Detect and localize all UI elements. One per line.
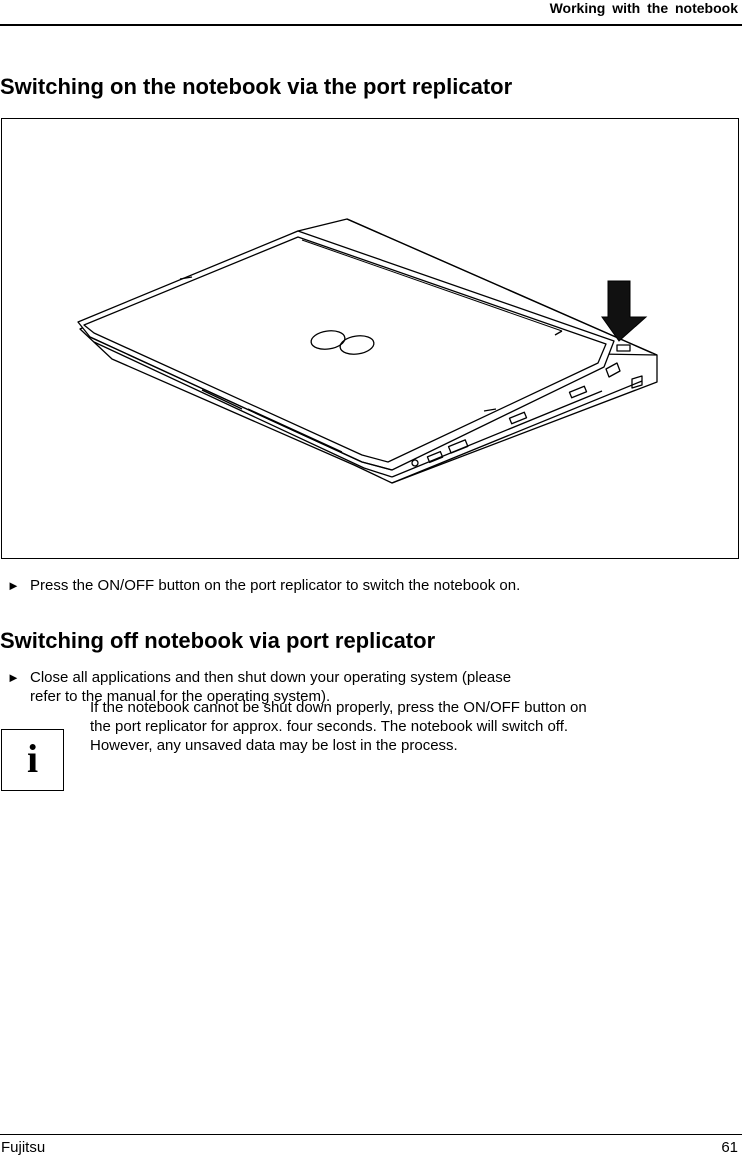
switch-off-step-line2: refer to the manual for the operating system). [30,688,331,705]
footer-rule [0,1134,742,1135]
info-note [90,698,680,755]
page-number: 61 [721,1139,738,1156]
switch-on-step-text: Press the ON/OFF button on the port replicator to switch the notebook on. [30,577,521,594]
bullet-arrow-icon: ► [7,578,20,593]
section-heading-switch-on: Switching on the notebook via the port replicator [0,74,513,99]
info-glyph: i [26,736,39,781]
running-header: Working with the notebook [549,0,738,16]
info-note-line: If the notebook cannot be shut down properly, press the ON/OFF button on [90,699,587,716]
switch-on-step [7,576,520,595]
notebook-illustration [1,118,739,559]
notebook-drawing [2,119,738,558]
bullet-arrow-icon: ► [7,670,20,685]
header-rule [0,24,742,26]
info-icon [1,729,64,791]
footer-brand: Fujitsu [1,1139,46,1156]
info-note-line: the port replicator for approx. four seconds. The notebook will switch off. [90,718,569,735]
info-note-line: However, any unsaved data may be lost in the process. [90,737,458,754]
section-heading-switch-off: Switching off notebook via port replicator [0,628,436,653]
switch-off-step-line1: Close all applications and then shut down your operating system (please [30,669,512,686]
